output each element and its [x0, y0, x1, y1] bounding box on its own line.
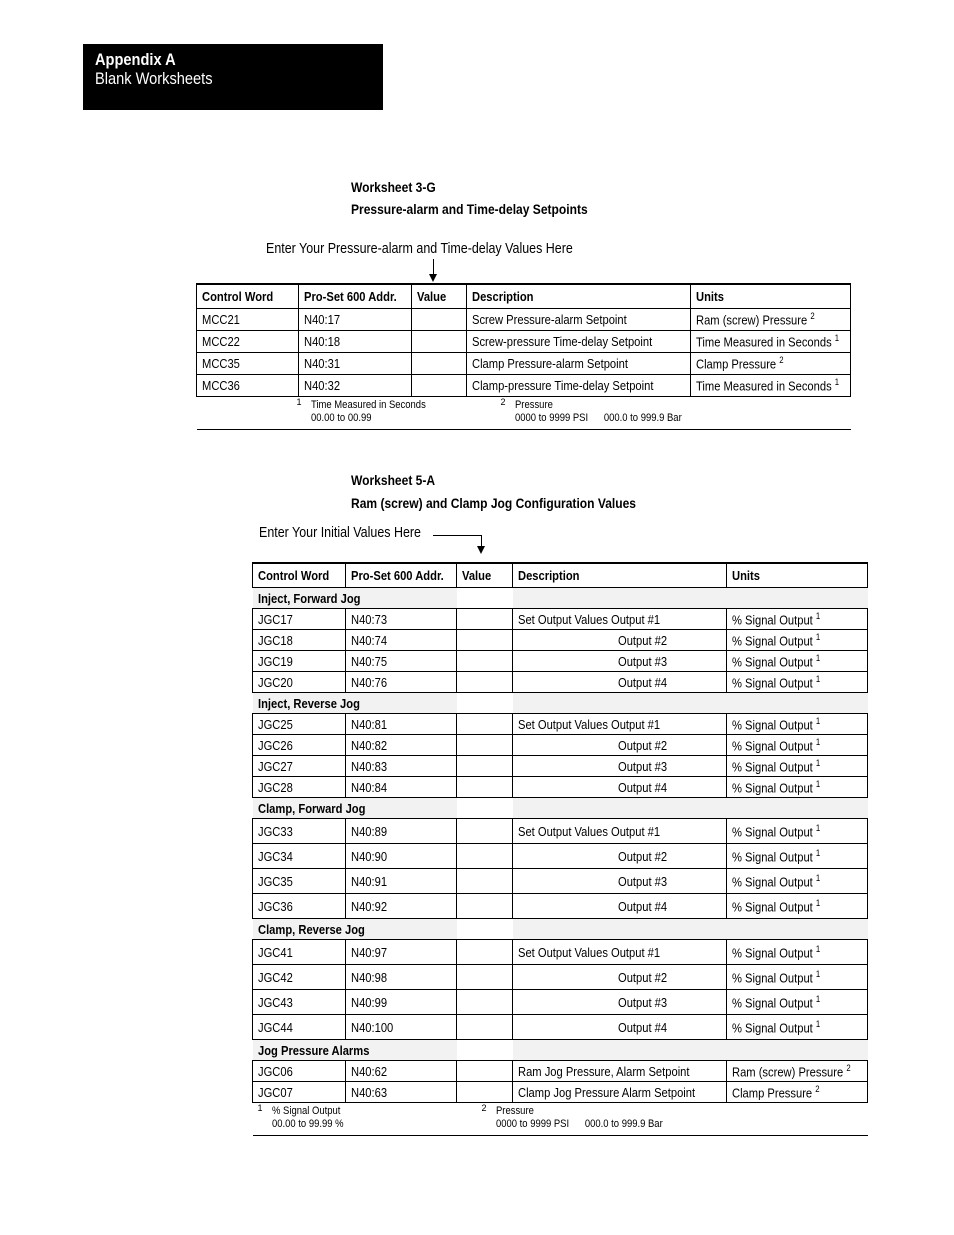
- table-header-row: [197, 284, 851, 309]
- table-row: [253, 869, 868, 894]
- footnote-ref: 1: [815, 943, 821, 954]
- units: [727, 1061, 868, 1082]
- section-title: Clamp, Forward Jog: [253, 798, 457, 819]
- section-blank: [513, 919, 868, 940]
- address: N40:89: [346, 819, 457, 844]
- units-text: Ram (screw) Pressure: [732, 1064, 844, 1080]
- footnote-number: 2: [500, 397, 506, 407]
- control-word: JGC35: [253, 869, 346, 894]
- units: [727, 630, 868, 651]
- units: [727, 965, 868, 990]
- value-field[interactable]: [457, 777, 513, 798]
- footnote-ref: 1: [815, 822, 821, 833]
- footnote-ref: 1: [815, 1018, 821, 1029]
- description: Clamp Pressure-alarm Setpoint: [467, 353, 691, 375]
- value-field[interactable]: [457, 672, 513, 693]
- description: Ram Jog Pressure, Alarm Setpoint: [513, 1061, 727, 1082]
- value-field[interactable]: [457, 1015, 513, 1040]
- units-text: Time Measured in Seconds: [696, 378, 832, 394]
- units-text: % Signal Output: [732, 780, 813, 796]
- footnote-ref: 1: [815, 631, 821, 642]
- appendix-header: [83, 44, 383, 110]
- col-control-word: Control Word: [197, 284, 299, 309]
- footnote-line-2: 0000 to 9999 PSI 000.0 to 999.9 Bar: [495, 1118, 663, 1130]
- description: Output #3: [513, 990, 727, 1015]
- section-blank: [513, 798, 868, 819]
- value-field[interactable]: [412, 309, 467, 331]
- col-description: Description: [467, 284, 691, 309]
- footnote-ref: 1: [815, 736, 821, 747]
- value-field[interactable]: [457, 844, 513, 869]
- control-word: JGC36: [253, 894, 346, 919]
- value-field[interactable]: [457, 609, 513, 630]
- section-blank: [457, 693, 513, 714]
- table-row: [253, 894, 868, 919]
- address: N40:75: [346, 651, 457, 672]
- footnote-ref: 1: [815, 778, 821, 789]
- units: [727, 1015, 868, 1040]
- col-units: Units: [691, 284, 851, 309]
- ws3g-arrow-head: [429, 274, 437, 282]
- footnote-ref: 2: [810, 311, 815, 322]
- units: [727, 672, 868, 693]
- units-text: % Signal Output: [732, 717, 813, 733]
- units: [727, 990, 868, 1015]
- control-word: JGC26: [253, 735, 346, 756]
- table-row: [253, 965, 868, 990]
- units-text: Clamp Pressure: [696, 356, 777, 372]
- footnotes: [253, 1103, 868, 1136]
- ws5a-subtitle: Ram (screw) and Clamp Jog Configuration Values: [351, 495, 637, 511]
- table-row: [253, 651, 868, 672]
- address: N40:90: [346, 844, 457, 869]
- section-blank: [513, 693, 868, 714]
- control-word: JGC28: [253, 777, 346, 798]
- ws3g-arrow-line: [433, 259, 434, 274]
- description: Set Output Values Output #1: [513, 609, 727, 630]
- description: Output #2: [513, 735, 727, 756]
- control-word: MCC22: [197, 331, 299, 353]
- units: [727, 651, 868, 672]
- control-word: JGC43: [253, 990, 346, 1015]
- control-word: JGC34: [253, 844, 346, 869]
- description: Output #4: [513, 672, 727, 693]
- control-word: JGC19: [253, 651, 346, 672]
- units: [727, 756, 868, 777]
- units: [727, 609, 868, 630]
- section-title: Inject, Forward Jog: [253, 588, 457, 609]
- control-word: JGC25: [253, 714, 346, 735]
- control-word: JGC42: [253, 965, 346, 990]
- description: Set Output Values Output #1: [513, 940, 727, 965]
- description: Screw Pressure-alarm Setpoint: [467, 309, 691, 331]
- table-row: [253, 844, 868, 869]
- table-row: [197, 375, 851, 397]
- footnote-line-2: 0000 to 9999 PSI 000.0 to 999.9 Bar: [514, 412, 682, 424]
- address: N40:74: [346, 630, 457, 651]
- units-text: % Signal Output: [732, 654, 813, 670]
- section-header-row: [253, 588, 868, 609]
- units-text: % Signal Output: [732, 675, 813, 691]
- footnote-ref: 1: [815, 968, 821, 979]
- control-word: JGC18: [253, 630, 346, 651]
- units-text: Ram (screw) Pressure: [696, 312, 808, 328]
- section-header-row: [253, 693, 868, 714]
- description: Output #3: [513, 651, 727, 672]
- address: N40:92: [346, 894, 457, 919]
- description: Output #4: [513, 1015, 727, 1040]
- footnote-ref: 2: [846, 1062, 851, 1073]
- value-field[interactable]: [457, 965, 513, 990]
- value-field[interactable]: [457, 735, 513, 756]
- control-word: JGC20: [253, 672, 346, 693]
- address: N40:73: [346, 609, 457, 630]
- value-field[interactable]: [412, 353, 467, 375]
- address: N40:91: [346, 869, 457, 894]
- ws5a-table: [252, 562, 868, 1136]
- description: Screw-pressure Time-delay Setpoint: [467, 331, 691, 353]
- description: Set Output Values Output #1: [513, 819, 727, 844]
- table-header-row: [253, 563, 868, 588]
- table-row: [253, 819, 868, 844]
- address: N40:31: [299, 353, 412, 375]
- table-row: [253, 777, 868, 798]
- table-row: [253, 990, 868, 1015]
- units-text: % Signal Output: [732, 824, 813, 840]
- section-blank: [457, 798, 513, 819]
- footnote-2: [501, 399, 701, 425]
- description: Clamp Jog Pressure Alarm Setpoint: [513, 1082, 727, 1103]
- units-text: % Signal Output: [732, 759, 813, 775]
- footnote-row: [253, 1103, 868, 1136]
- footnote-line-2: 00.00 to 00.99: [310, 412, 371, 424]
- address: N40:97: [346, 940, 457, 965]
- section-blank: [513, 588, 868, 609]
- units-text: % Signal Output: [732, 945, 813, 961]
- control-word: JGC44: [253, 1015, 346, 1040]
- address: N40:17: [299, 309, 412, 331]
- table-row: [197, 331, 851, 353]
- section-title: Inject, Reverse Jog: [253, 693, 457, 714]
- description: Output #4: [513, 777, 727, 798]
- units-text: % Signal Output: [732, 874, 813, 890]
- address: N40:62: [346, 1061, 457, 1082]
- description: Clamp-pressure Time-delay Setpoint: [467, 375, 691, 397]
- units: [727, 735, 868, 756]
- footnote-ref: 1: [815, 757, 821, 768]
- footnote-line-1: Pressure: [514, 399, 553, 411]
- footnote-1: [258, 1105, 458, 1131]
- footnote-ref: 1: [815, 715, 821, 726]
- control-word: MCC35: [197, 353, 299, 375]
- section-title: Clamp, Reverse Jog: [253, 919, 457, 940]
- address: N40:63: [346, 1082, 457, 1103]
- description: Output #2: [513, 965, 727, 990]
- units: [691, 375, 851, 397]
- table-row: [253, 1082, 868, 1103]
- table-row: [253, 1061, 868, 1082]
- footnote-line-1: Time Measured in Seconds: [310, 399, 426, 411]
- units: [727, 819, 868, 844]
- units-text: Clamp Pressure: [732, 1085, 813, 1101]
- ws5a-instruction: Enter Your Initial Values Here: [259, 525, 421, 541]
- units-text: % Signal Output: [732, 995, 813, 1011]
- control-word: JGC33: [253, 819, 346, 844]
- value-field[interactable]: [457, 651, 513, 672]
- units-text: % Signal Output: [732, 849, 813, 865]
- units: [727, 869, 868, 894]
- col-description: Description: [513, 563, 727, 588]
- ws3g-instruction: Enter Your Pressure-alarm and Time-delay Values Here: [266, 241, 573, 257]
- footnote-1: [297, 399, 497, 425]
- value-field[interactable]: [457, 990, 513, 1015]
- control-word: JGC06: [253, 1061, 346, 1082]
- control-word: MCC21: [197, 309, 299, 331]
- section-title: Jog Pressure Alarms: [253, 1040, 457, 1061]
- appendix-title: Appendix A: [95, 50, 176, 69]
- table-row: [253, 756, 868, 777]
- control-word: JGC07: [253, 1082, 346, 1103]
- units: [727, 894, 868, 919]
- value-field[interactable]: [457, 1082, 513, 1103]
- address: N40:82: [346, 735, 457, 756]
- appendix-subtitle: Blank Worksheets: [95, 69, 213, 88]
- value-field[interactable]: [412, 375, 467, 397]
- col-value: Value: [412, 284, 467, 309]
- units-text: Time Measured in Seconds: [696, 334, 832, 350]
- footnote-line-2: 00.00 to 99.99 %: [271, 1118, 344, 1130]
- address: N40:76: [346, 672, 457, 693]
- footnote-ref: 2: [815, 1083, 820, 1094]
- footnote-line-1: Pressure: [495, 1105, 534, 1117]
- footnote-number: 1: [296, 397, 302, 407]
- value-field[interactable]: [457, 869, 513, 894]
- table-row: [253, 1015, 868, 1040]
- value-field[interactable]: [412, 331, 467, 353]
- section-blank: [513, 1040, 868, 1061]
- description: Output #2: [513, 630, 727, 651]
- footnote-ref: 1: [834, 333, 840, 344]
- description: Output #2: [513, 844, 727, 869]
- units-text: % Signal Output: [732, 633, 813, 649]
- units: [691, 331, 851, 353]
- units-text: % Signal Output: [732, 970, 813, 986]
- footnote-2: [482, 1105, 682, 1131]
- ws5a-title: Worksheet 5-A: [351, 472, 436, 488]
- footnote-ref: 2: [779, 355, 784, 366]
- address: N40:81: [346, 714, 457, 735]
- value-field[interactable]: [457, 819, 513, 844]
- ws3g-table: [196, 283, 851, 430]
- footnote-number: 1: [257, 1103, 263, 1113]
- units: [727, 777, 868, 798]
- table-row: [253, 940, 868, 965]
- address: N40:100: [346, 1015, 457, 1040]
- units: [727, 1082, 868, 1103]
- control-word: JGC17: [253, 609, 346, 630]
- units-text: % Signal Output: [732, 899, 813, 915]
- address: N40:99: [346, 990, 457, 1015]
- value-field[interactable]: [457, 1061, 513, 1082]
- footnote-ref: 1: [815, 847, 821, 858]
- table-row: [253, 735, 868, 756]
- ws5a-arrow-head: [477, 546, 485, 554]
- section-header-row: [253, 919, 868, 940]
- units: [727, 714, 868, 735]
- value-field[interactable]: [457, 714, 513, 735]
- table-row: [253, 630, 868, 651]
- footnotes: [197, 397, 851, 430]
- value-field[interactable]: [457, 630, 513, 651]
- col-control-word: Control Word: [253, 563, 346, 588]
- section-blank: [457, 919, 513, 940]
- footnote-ref: 1: [815, 897, 821, 908]
- address: N40:98: [346, 965, 457, 990]
- table-row: [253, 672, 868, 693]
- table-row: [253, 609, 868, 630]
- table-row: [197, 309, 851, 331]
- footnote-ref: 1: [815, 610, 821, 621]
- footnote-ref: 1: [815, 652, 821, 663]
- address: N40:32: [299, 375, 412, 397]
- control-word: JGC27: [253, 756, 346, 777]
- col-value: Value: [457, 563, 513, 588]
- description: Output #3: [513, 756, 727, 777]
- section-header-row: [253, 798, 868, 819]
- footnote-ref: 1: [834, 377, 840, 388]
- address: N40:18: [299, 331, 412, 353]
- units: [691, 309, 851, 331]
- units-text: % Signal Output: [732, 1020, 813, 1036]
- control-word: JGC41: [253, 940, 346, 965]
- address: N40:84: [346, 777, 457, 798]
- units-text: % Signal Output: [732, 612, 813, 628]
- col-address: Pro-Set 600 Addr.: [346, 563, 457, 588]
- section-blank: [457, 588, 513, 609]
- description: Output #4: [513, 894, 727, 919]
- control-word: MCC36: [197, 375, 299, 397]
- ws5a-arrow-hline: [433, 535, 482, 536]
- value-field[interactable]: [457, 756, 513, 777]
- units: [727, 844, 868, 869]
- units: [727, 940, 868, 965]
- table-row: [197, 353, 851, 375]
- footnote-number: 2: [481, 1103, 487, 1113]
- ws5a-arrow-vline: [481, 535, 482, 546]
- col-units: Units: [727, 563, 868, 588]
- footnote-ref: 1: [815, 673, 821, 684]
- footnote-ref: 1: [815, 872, 821, 883]
- ws3g-title: Worksheet 3-G: [351, 179, 436, 195]
- units-text: % Signal Output: [732, 738, 813, 754]
- footnote-line-1: % Signal Output: [271, 1105, 340, 1117]
- value-field[interactable]: [457, 940, 513, 965]
- table-row: [253, 714, 868, 735]
- section-blank: [457, 1040, 513, 1061]
- description: Output #3: [513, 869, 727, 894]
- section-header-row: [253, 1040, 868, 1061]
- ws3g-subtitle: Pressure-alarm and Time-delay Setpoints: [351, 201, 588, 217]
- col-address: Pro-Set 600 Addr.: [299, 284, 412, 309]
- footnote-row: [197, 397, 851, 430]
- units: [691, 353, 851, 375]
- description: Set Output Values Output #1: [513, 714, 727, 735]
- footnote-ref: 1: [815, 993, 821, 1004]
- value-field[interactable]: [457, 894, 513, 919]
- address: N40:83: [346, 756, 457, 777]
